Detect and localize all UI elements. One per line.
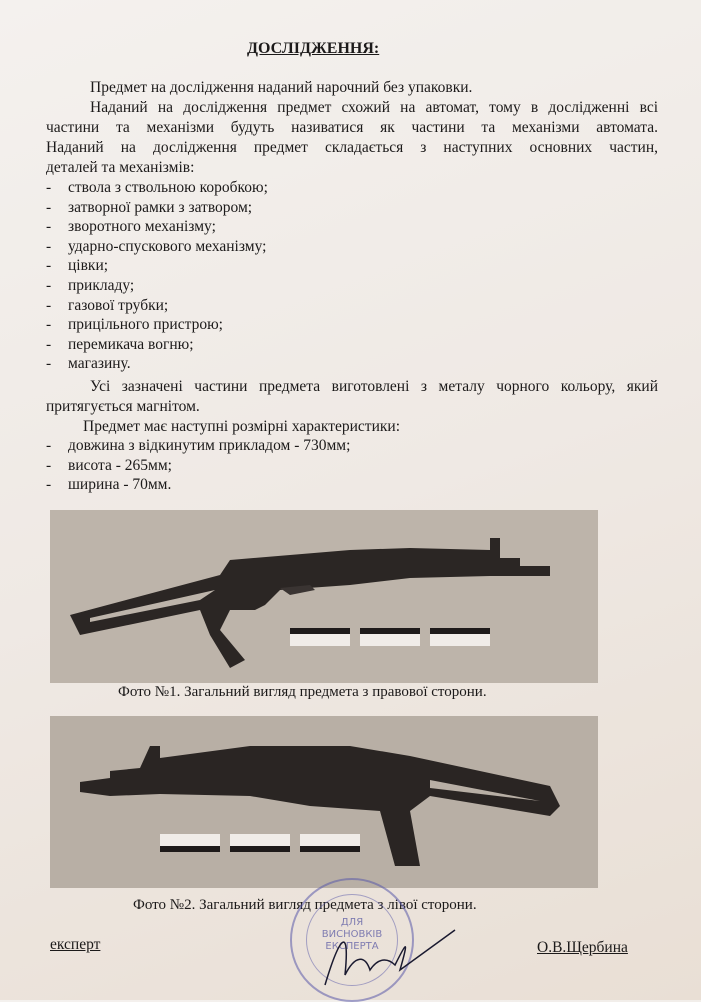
part-item-text: магазину. xyxy=(68,355,131,373)
signature-image xyxy=(320,915,460,995)
dimension-item-text: ширина - 70мм. xyxy=(68,476,172,493)
expert-label: експерт xyxy=(50,936,101,953)
paragraph-1: Предмет на дослідження наданий нарочний без упаковки. xyxy=(90,79,473,96)
document-title: ДОСЛІДЖЕННЯ: xyxy=(247,40,380,57)
part-item: - цівки; xyxy=(46,257,109,275)
part-item: - ствола з ствольною коробкою; xyxy=(46,179,268,196)
photo-2 xyxy=(50,716,598,888)
part-item: - газової трубки; xyxy=(46,296,169,314)
photo-1-caption: Фото №1. Загальний вигляд предмета з правової сторони. xyxy=(118,684,487,700)
part-item: - магазину. xyxy=(46,355,131,373)
official-stamp: ДЛЯ ВИСНОВКІВ ЕКСПЕРТА xyxy=(290,878,414,1002)
part-item: - прицільного пристрою; xyxy=(46,316,223,334)
part-item: - ударно-спускового механізму; xyxy=(46,237,267,255)
part-item-text: цівки; xyxy=(68,257,109,275)
expert-name: О.В.Щербина xyxy=(537,939,628,956)
paragraph-4: Предмет має наступні розмірні характеристики: xyxy=(83,418,401,435)
photo-2-caption: Фото №2. Загальний вигляд предмета з лівої сторони. xyxy=(133,897,477,913)
part-item: - затворної рамки з затвором; xyxy=(46,198,253,216)
part-item-text: прицільного пристрою; xyxy=(68,316,223,334)
dimension-item-text: довжина з відкинутим прикладом - 730мм; xyxy=(68,437,351,454)
photo-1 xyxy=(50,510,598,683)
dimension-item: - довжина з відкинутим прикладом - 730мм; xyxy=(46,437,351,454)
paragraph-2-line-2: частини та механізми будуть називатися як частини та механізми автомата. xyxy=(46,119,658,136)
paragraph-2-line-3: Наданий на дослідження предмет складається з наступних основних частин, xyxy=(46,139,658,156)
dimension-item: - ширина - 70мм. xyxy=(46,476,172,493)
part-item: - перемикача вогню; xyxy=(46,335,194,353)
part-item-text: затворної рамки з затвором; xyxy=(68,198,253,216)
part-item-text: газової трубки; xyxy=(68,296,169,314)
dimension-item-text: висота - 265мм; xyxy=(68,456,172,474)
part-item-text: зворотного механізму; xyxy=(68,218,216,236)
part-item-text: ударно-спускового механізму; xyxy=(68,237,267,255)
paragraph-3-line-2: притягується магнітом. xyxy=(46,398,200,415)
paragraph-2-line-1: Наданий на дослідження предмет схожий на автомат, тому в дослідженні всі xyxy=(90,99,658,116)
dimension-item: - висота - 265мм; xyxy=(46,456,172,474)
paragraph-3-line-1: Усі зазначені частини предмета виготовлені з металу чорного кольору, який xyxy=(90,378,658,395)
rifle-left-side-image xyxy=(50,716,598,888)
part-item-text: прикладу; xyxy=(68,277,135,294)
part-item: - прикладу; xyxy=(46,277,135,294)
rifle-right-side-image xyxy=(50,510,598,683)
part-item-text: ствола з ствольною коробкою; xyxy=(68,179,268,196)
part-item-text: перемикача вогню; xyxy=(68,335,194,353)
paragraph-2-line-4: деталей та механізмів: xyxy=(46,159,195,176)
part-item: - зворотного механізму; xyxy=(46,218,216,236)
